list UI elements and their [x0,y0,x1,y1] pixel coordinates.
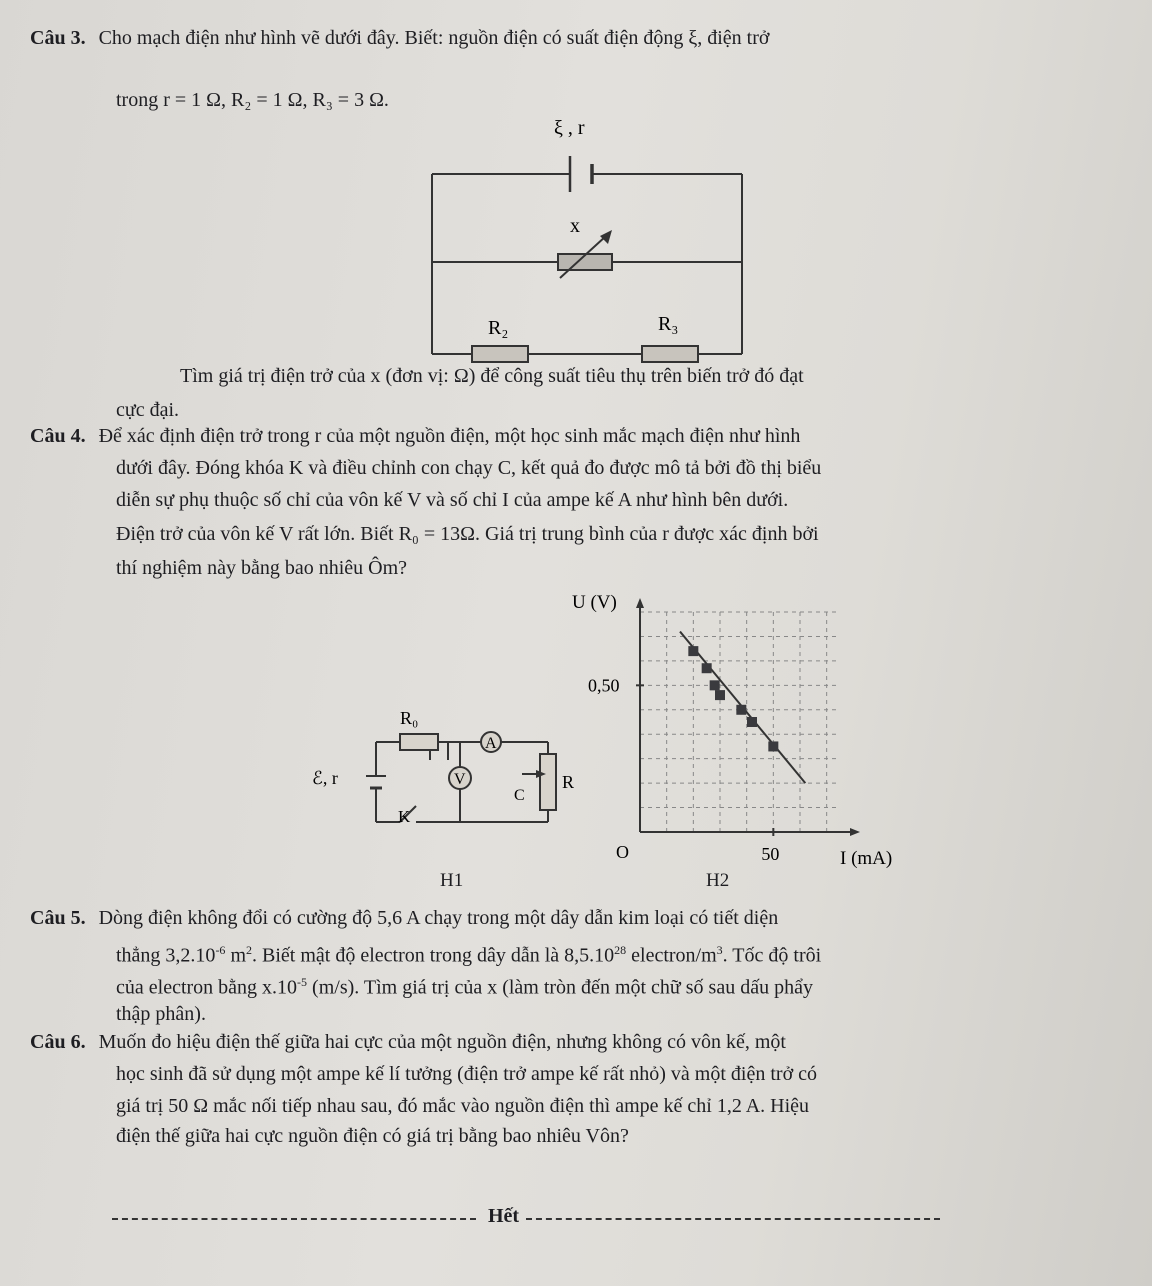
h1-source-label: ℰ, r [312,768,338,788]
x-tick-label: 50 [761,844,780,864]
data-point [715,690,725,700]
q4-line5: thí nghiệm này bằng bao nhiêu Ôm? [116,557,408,579]
h2-caption: H2 [706,870,730,891]
h1-voltmeter-label: V [454,771,466,788]
q5-text-1: Dòng điện không đổi có cường độ 5,6 A chạy trong một dây dẫn kim loại có tiết diện [98,907,779,929]
q4-line3: diễn sự phụ thuộc số chỉ của vôn kế V và số chỉ I của ampe kế A như hình bên dưới. [116,489,789,511]
x-axis-label: I (mA) [840,848,893,869]
q3-question-2: cực đại. [116,399,180,421]
h1-slider-label: C [514,787,525,804]
q5-line2 [116,938,821,968]
data-point [688,646,698,656]
q3-x-label: x [570,215,580,237]
q5-text-3a: của electron bằng x.10 [116,976,298,999]
q5-line1 [30,906,778,930]
h1-caption: H1 [440,870,464,891]
data-point [702,663,712,673]
q5-sup-5: -5 [297,975,308,989]
q5-line4: thập phân). [116,1003,206,1025]
q4-line4: Điện trở của vôn kế V rất lớn. Biết R₀ = 13Ω. Giá trị trung bình của r được xác định bởi [116,523,819,545]
footer-rule-left [112,1218,476,1220]
q3-r3-label: R₃ [658,313,679,335]
q3-line2: trong r = 1 Ω, R₂ = 1 Ω, R₃ = 3 Ω. [116,89,389,111]
q5-text-2b: m [225,944,246,967]
q4-line1 [30,424,800,448]
h1-circuit-diagram [300,700,590,880]
h1-rheostat [540,754,556,810]
q6-number: Câu 6. [30,1031,86,1053]
q5-text-2a: thẳng 3,2.10 [116,944,216,967]
q4-text-1: Để xác định điện trở trong r của một nguồn điện, một học sinh mắc mạch điện như hình [98,425,801,447]
q4-line2: dưới đây. Đóng khóa K và điều chỉnh con chạy C, kết quả đo được mô tả bởi đồ thị biểu [116,457,822,479]
q3-r2-label: R₂ [488,317,509,339]
data-point [768,741,778,751]
q5-text-2d: electron/m [626,944,717,967]
q6-line4: điện thế giữa hai cực nguồn điện có giá trị bằng bao nhiêu Vôn? [116,1125,629,1147]
q5-text-2c: . Biết mật độ electron trong dây dẫn là 8,5.10 [252,944,615,967]
data-point [736,705,746,715]
chart-grid [640,612,840,832]
h2-chart [560,582,920,882]
q5-line3 [116,970,813,1000]
resistor-r3 [642,346,698,362]
q6-line1 [30,1030,786,1054]
data-point [710,680,720,690]
resistor-r2 [472,346,528,362]
data-point [747,717,757,727]
h1-rheostat-label: R [562,772,575,792]
q5-text-3b: (m/s). Tìm giá trị của x (làm tròn đến một chữ số sau dấu phẩy [307,976,813,999]
y-tick-label: 0,50 [588,675,620,696]
q5-sup-2: 2 [246,943,252,957]
origin-label: O [616,842,629,862]
q5-sup-3: 28 [614,943,627,957]
end-label: Hết [488,1205,520,1227]
q6-line2: học sinh đã sử dụng một ampe kế lí tưởng (điện trở ampe kế rất nhỏ) và một điện trở có [116,1063,818,1085]
q6-line3: giá trị 50 Ω mắc nối tiếp nhau sau, đó mắc vào nguồn điện thì ampe kế chỉ 1,2 A. Hiệu [116,1095,810,1117]
h1-r0-label: R₀ [400,708,419,728]
arrow-icon [600,230,612,244]
q3-circuit-diagram [430,112,760,372]
q5-sup-1: -6 [215,943,226,957]
q5-text-2e: . Tốc độ trôi [722,944,822,967]
x-axis-arrow-icon [850,828,860,836]
q3-line1 [30,26,769,50]
footer-rule-right [526,1218,940,1220]
q4-number: Câu 4. [30,425,86,447]
h1-ammeter-label: A [485,735,497,752]
y-axis-label: U (V) [572,592,617,613]
q5-number: Câu 5. [30,907,86,929]
y-axis-arrow-icon [636,598,644,608]
q5-sup-4: 3 [716,943,723,957]
q3-text-1: Cho mạch điện như hình vẽ dưới đây. Biết: nguồn điện có suất điện động ξ, điện trở [98,27,770,49]
h1-resistor-r0 [400,734,438,750]
q3-question-1: Tìm giá trị điện trở của x (đơn vị: Ω) để công suất tiêu thụ trên biến trở đó đạt [180,365,804,387]
q3-source-label: ξ , r [554,117,585,139]
h1-switch-label: K [398,807,411,826]
q6-text-1: Muốn đo hiệu điện thế giữa hai cực của một nguồn điện, nhưng không có vôn kế, một [98,1031,786,1053]
q3-number: Câu 3. [30,27,86,49]
